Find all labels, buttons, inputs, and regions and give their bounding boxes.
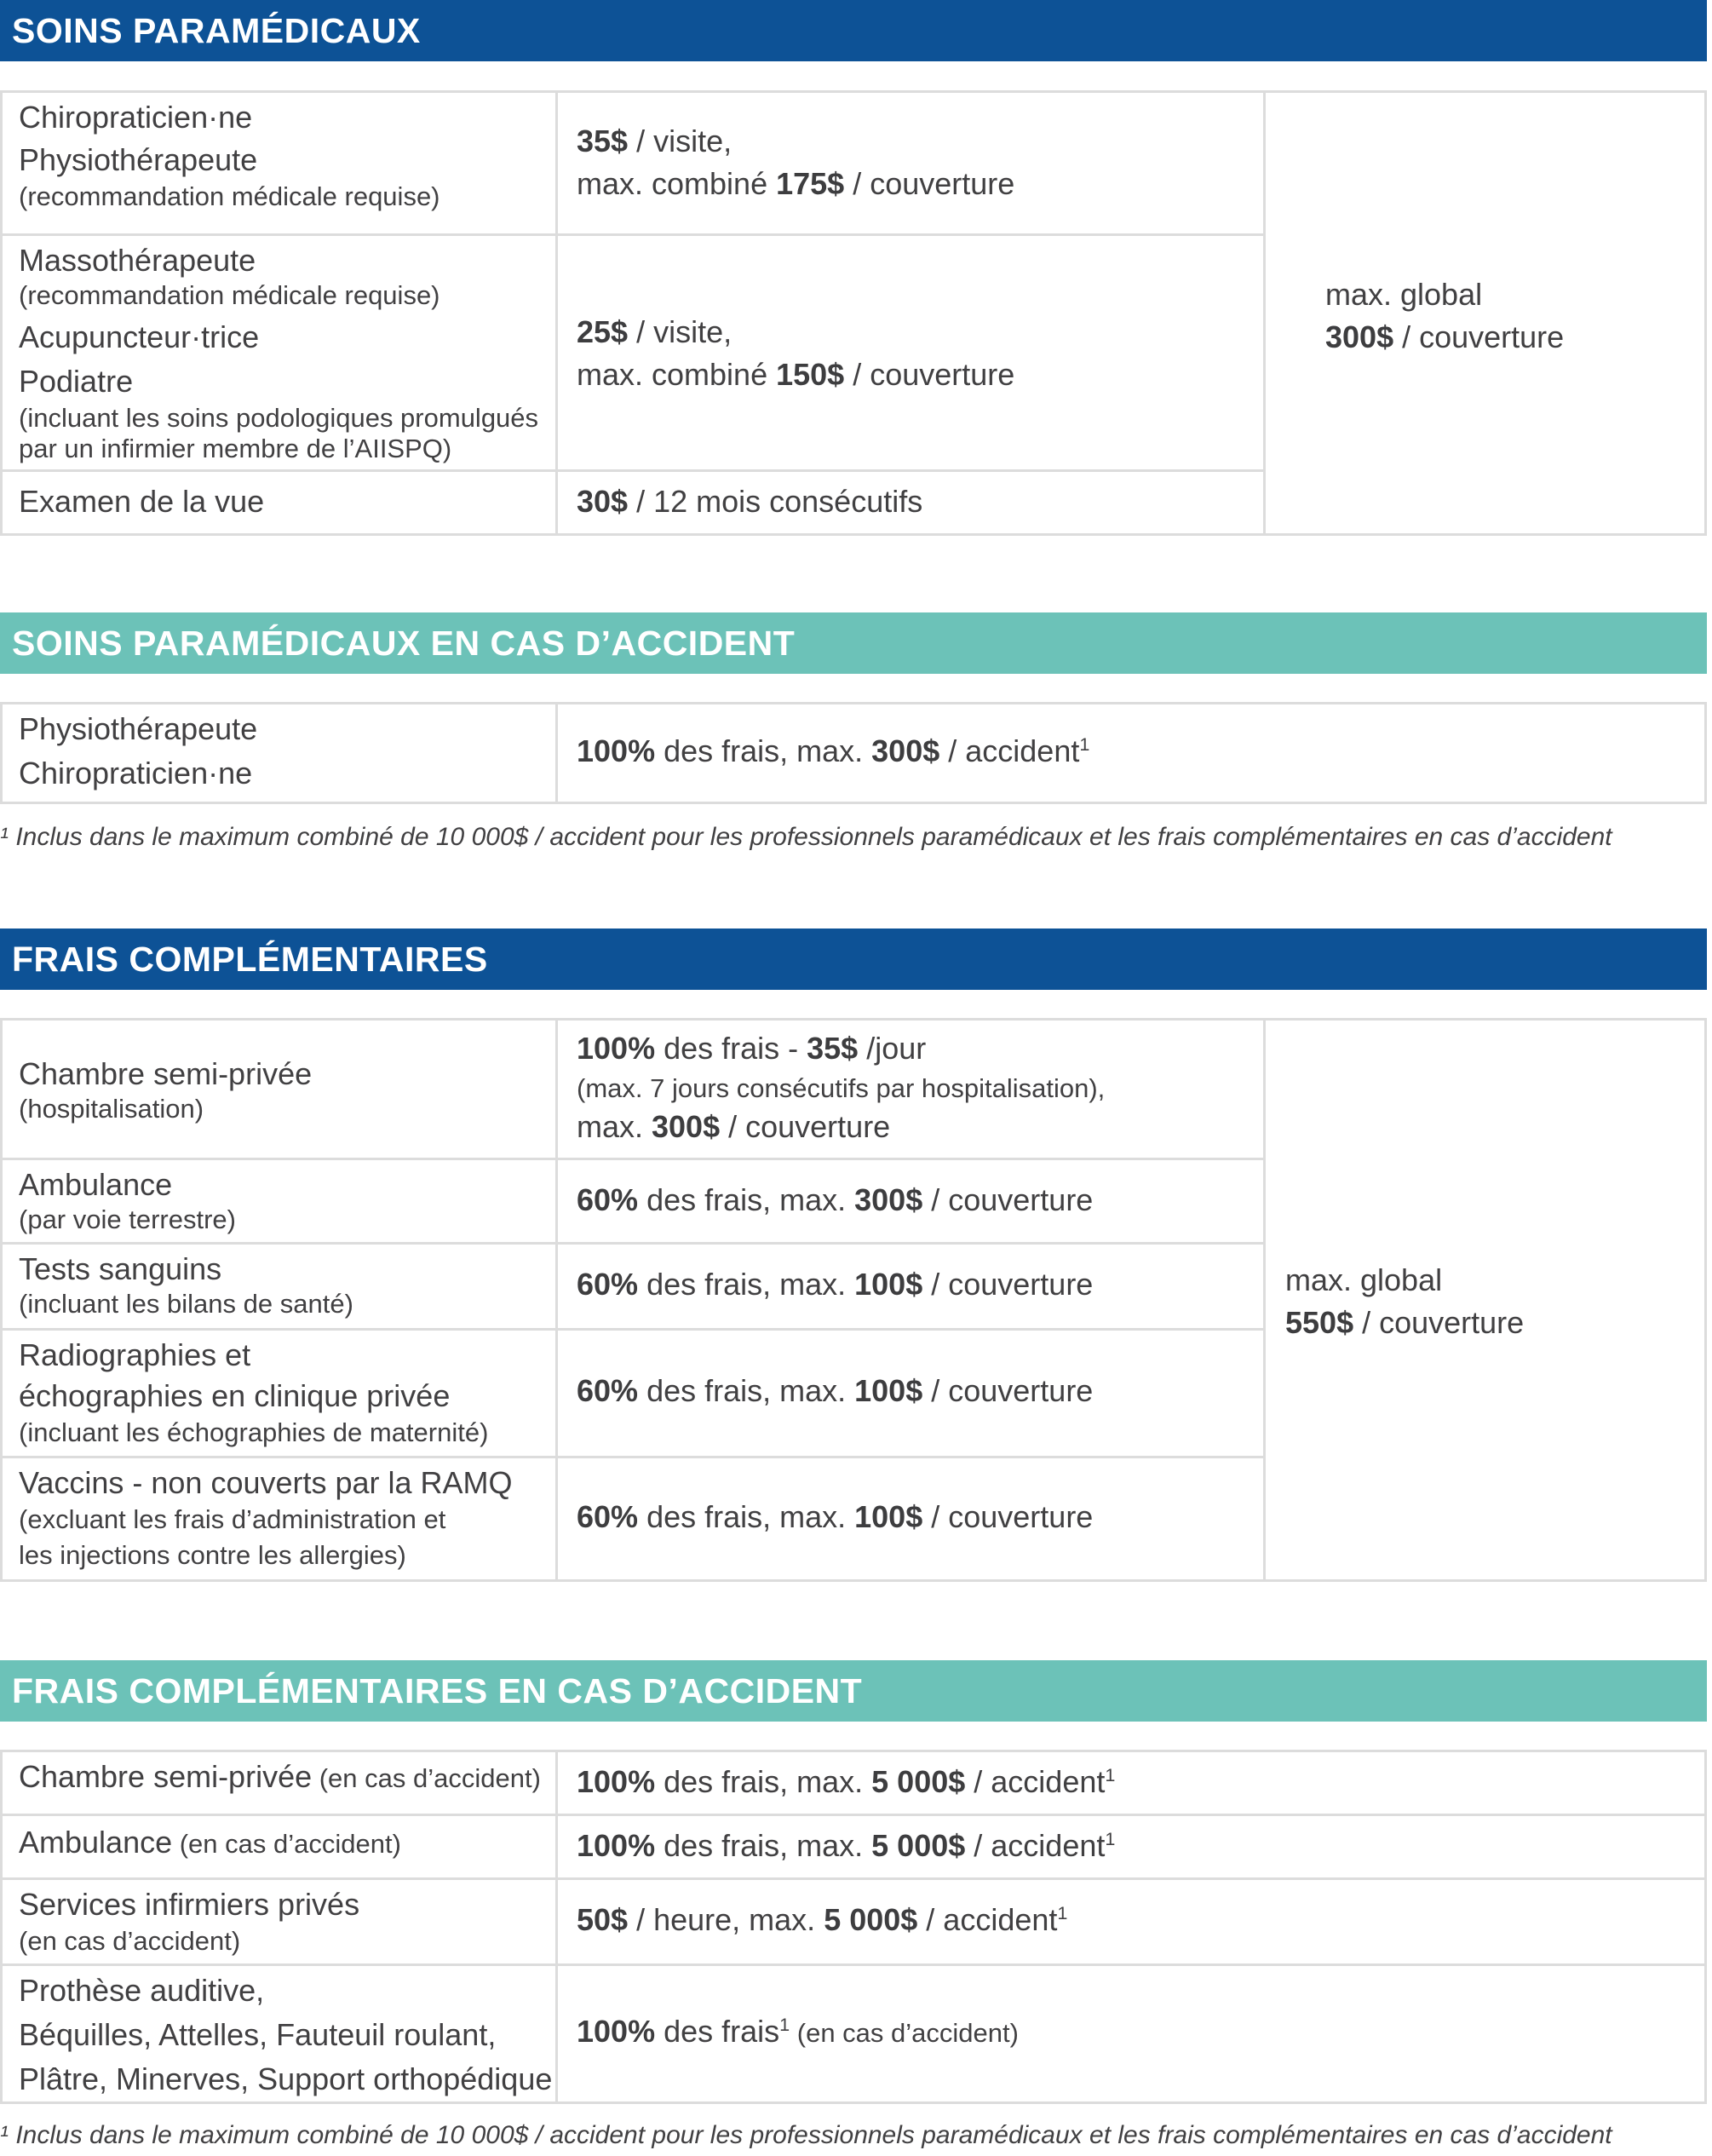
footnote: ¹ Inclus dans le maximum combiné de 10 000$ / accident pour les professionnels paramédicaux et les frais complémentaires en cas d’accident bbox=[0, 823, 1612, 851]
amount-cell bbox=[555, 1328, 1266, 1458]
label-ambulance-accident: Ambulance (en cas d’accident) bbox=[19, 1825, 401, 1860]
label-chiropraticien: Chiropraticien·ne bbox=[19, 756, 253, 791]
amount-note: (max. 7 jours consécutifs par hospitalisation), bbox=[577, 1073, 1106, 1103]
label-note: les injections contre les allergies) bbox=[19, 1540, 406, 1570]
label-note: (par voie terrestre) bbox=[19, 1204, 236, 1234]
amount-line: 100% des frais$^1$ (en cas d’accident) bbox=[577, 2014, 1019, 2049]
global-max-value: 550$ / couverture bbox=[1285, 1305, 1525, 1340]
table-row bbox=[0, 1963, 558, 2104]
amount-line: max. combiné 150$ / couverture bbox=[577, 357, 1015, 392]
label-podiatre: Podiatre bbox=[19, 364, 134, 399]
section-header-frais-complementaires: FRAIS COMPLÉMENTAIRES bbox=[0, 929, 1707, 990]
table-row bbox=[0, 1158, 558, 1245]
table-row bbox=[0, 1456, 558, 1582]
label-note: (excluant les frais d’administration et bbox=[19, 1504, 446, 1534]
label-radiographies: Radiographies et bbox=[19, 1337, 251, 1372]
label-note: (en cas d’accident) bbox=[19, 1926, 241, 1956]
amount-cell bbox=[555, 1456, 1266, 1582]
amount-cell bbox=[555, 1242, 1266, 1331]
amount-cell bbox=[555, 469, 1266, 536]
table-row bbox=[0, 1750, 558, 1816]
amount-cell bbox=[555, 1814, 1707, 1880]
label-chiropraticien: Chiropraticien·ne bbox=[19, 100, 253, 135]
label-vaccins: Vaccins - non couverts par la RAMQ bbox=[19, 1465, 513, 1500]
amount-cell bbox=[555, 1018, 1266, 1160]
global-max-cell bbox=[1263, 1018, 1707, 1582]
label-acupuncteur: Acupuncteur·trice bbox=[19, 319, 260, 354]
amount-line: 100% des frais, max. 5 000$ / accident$^1$ bbox=[577, 1764, 1116, 1799]
global-max-label: max. global bbox=[1325, 277, 1483, 312]
label-services-infirmiers: Services infirmiers privés bbox=[19, 1887, 360, 1922]
label-note: par un infirmier membre de l’AIISPQ) bbox=[19, 434, 452, 463]
section-header-soins-paramedicaux: SOINS PARAMÉDICAUX bbox=[0, 0, 1707, 61]
amount-cell bbox=[555, 90, 1266, 236]
global-max-value: 300$ / couverture bbox=[1325, 319, 1565, 354]
table-row bbox=[0, 1877, 558, 1966]
amount-cell bbox=[555, 1750, 1707, 1816]
section-header-frais-complementaires-accident: FRAIS COMPLÉMENTAIRES EN CAS D’ACCIDENT bbox=[0, 1660, 1707, 1722]
amount-line: 25$ / visite, bbox=[577, 314, 732, 349]
label-physiotherapeute: Physiothérapeute bbox=[19, 142, 258, 177]
label-tests-sanguins: Tests sanguins bbox=[19, 1251, 222, 1286]
amount-line: 30$ / 12 mois consécutifs bbox=[577, 484, 923, 519]
footnote: ¹ Inclus dans le maximum combiné de 10 000$ / accident pour les professionnels paramédicaux et les frais complémentaires en cas d’accident bbox=[0, 2121, 1612, 2149]
label-note: (recommandation médicale requise) bbox=[19, 280, 440, 310]
label-note: (incluant les bilans de santé) bbox=[19, 1289, 353, 1319]
label-platre: Plâtre, Minerves, Support orthopédique bbox=[19, 2061, 553, 2096]
amount-line: 60% des frais, max. 300$ / couverture bbox=[577, 1182, 1094, 1217]
amount-line: 60% des frais, max. 100$ / couverture bbox=[577, 1373, 1094, 1408]
amount-cell bbox=[555, 702, 1707, 804]
amount-cell bbox=[555, 1158, 1266, 1245]
amount-line: max. combiné 175$ / couverture bbox=[577, 166, 1015, 201]
table-row bbox=[0, 1328, 558, 1458]
amount-line: 100% des frais - 35$ /jour bbox=[577, 1031, 927, 1066]
label-ambulance: Ambulance bbox=[19, 1167, 173, 1202]
amount-cell bbox=[555, 233, 1266, 472]
table-row bbox=[0, 1018, 558, 1160]
label-note: (hospitalisation) bbox=[19, 1094, 204, 1124]
amount-cell bbox=[555, 1877, 1707, 1966]
amount-line: max. 300$ / couverture bbox=[577, 1109, 891, 1144]
label-massotherapeute: Massothérapeute bbox=[19, 243, 256, 278]
label-chambre: Chambre semi-privée bbox=[19, 1056, 313, 1091]
label-physiotherapeute: Physiothérapeute bbox=[19, 711, 258, 746]
label-chambre-accident: Chambre semi-privée (en cas d’accident) bbox=[19, 1759, 541, 1794]
label-note: (recommandation médicale requise) bbox=[19, 181, 440, 211]
global-max-label: max. global bbox=[1285, 1262, 1443, 1297]
amount-line: 60% des frais, max. 100$ / couverture bbox=[577, 1499, 1094, 1534]
label-examen-vue: Examen de la vue bbox=[19, 484, 265, 519]
table-row bbox=[0, 702, 558, 804]
amount-line: 60% des frais, max. 100$ / couverture bbox=[577, 1267, 1094, 1302]
label-note: (incluant les échographies de maternité) bbox=[19, 1417, 489, 1447]
amount-line: 50$ / heure, max. 5 000$ / accident$^1$ bbox=[577, 1902, 1068, 1937]
amount-line: 100% des frais, max. 300$ / accident$^1$ bbox=[577, 733, 1090, 768]
amount-line: 35$ / visite, bbox=[577, 124, 732, 158]
table-row bbox=[0, 1814, 558, 1880]
amount-line: 100% des frais, max. 5 000$ / accident$^1$ bbox=[577, 1828, 1116, 1863]
table-row bbox=[0, 469, 558, 536]
global-max-cell bbox=[1263, 90, 1707, 536]
amount-cell bbox=[555, 1963, 1707, 2104]
table-row bbox=[0, 90, 558, 236]
label-note: (incluant les soins podologiques promulgués bbox=[19, 403, 539, 433]
table-row bbox=[0, 233, 558, 472]
table-row bbox=[0, 1242, 558, 1331]
label-prothese: Prothèse auditive, bbox=[19, 1973, 265, 2008]
label-bequilles: Béquilles, Attelles, Fauteuil roulant, bbox=[19, 2017, 497, 2052]
label-echographies: échographies en clinique privée bbox=[19, 1378, 451, 1413]
section-header-soins-paramedicaux-accident: SOINS PARAMÉDICAUX EN CAS D’ACCIDENT bbox=[0, 612, 1707, 674]
